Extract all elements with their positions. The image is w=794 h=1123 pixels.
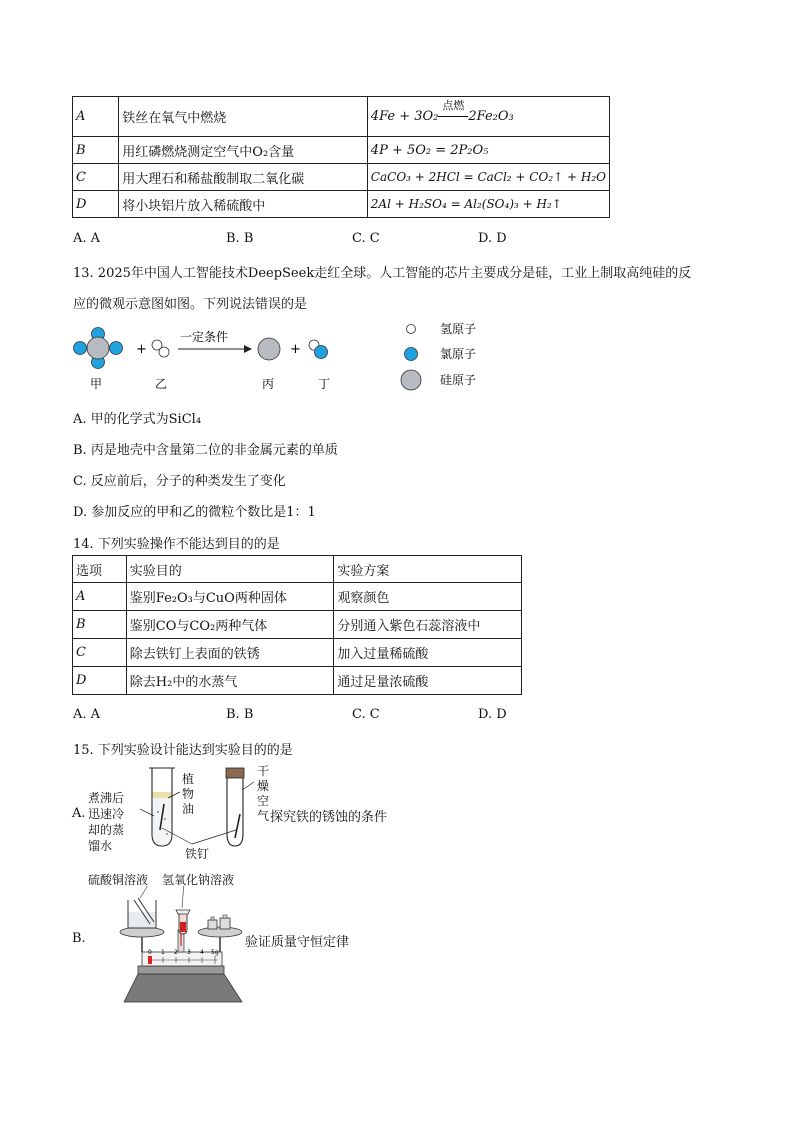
label-sodium-hydroxide: 氢氧化钠溶液 [162,873,235,887]
label-vegetable-oil: 植 物 油 [182,772,195,816]
arrow-label: 一定条件 [180,330,229,344]
plus-sign: + [290,342,301,357]
col-header: 选项 [73,556,127,583]
balance-scale [110,886,250,1004]
svg-text:2: 2 [174,949,178,956]
svg-text:1: 1 [161,949,165,956]
beaker [128,898,156,928]
q13-option-a[interactable]: A. 甲的化学式为SiCl₄ [73,412,202,427]
option-letter: A [76,109,86,124]
molecule-jia [74,328,123,369]
q14-answer-a[interactable]: A. A [73,707,101,722]
q14-stem: 14. 下列实验操作不能达到目的的是 [73,537,280,552]
silicon-legend-icon [401,370,421,390]
legend-hydrogen: 氢原子 [440,322,477,336]
chlorine-legend-icon [405,348,418,361]
q15-b-caption: 验证质量守恒定律 [245,935,350,950]
table-row: A 鉴别Fe₂O₃与CuO两种固体 观察颜色 [73,583,522,611]
q12-desc-c: 用大理石和稀盐酸制取二氧化碳 [119,164,368,191]
q13-stem-line2: 应的微观示意图如图。下列说法错误的是 [73,297,308,312]
q13-stem-line1: 13. 2025年中国人工智能技术DeepSeek走红全球。人工智能的芯片主要成分是硅，工业上制取高纯硅的反 [73,266,692,281]
q12-answer-d[interactable]: D. D [478,231,507,246]
q15-option-a-prefix[interactable]: A. [72,806,86,821]
svg-text:5g: 5g [211,949,219,956]
q14-answer-d[interactable]: D. D [478,707,507,722]
q12-eq-d: 2Al + H₂SO₄ = Al₂(SO₄)₃ + H₂↑ [367,191,609,218]
q13-option-b[interactable]: B. 丙是地壳中含量第二位的非金属元素的单质 [73,443,338,458]
svg-text:0: 0 [148,949,152,956]
q12-answer-b[interactable]: B. B [226,231,254,246]
molecule-bing [258,338,280,360]
q12-answer-a[interactable]: A. A [73,231,101,246]
hydrogen-legend-icon [407,325,416,334]
col-header: 实验目的 [126,556,334,583]
label-dry-air: 干 燥 空 气 [257,764,270,823]
q12-table [72,96,610,218]
label-yi: 乙 [155,377,168,391]
rusting-test-tubes [140,764,265,850]
legend-chlorine: 氯原子 [440,347,477,361]
arrow-head-icon [244,345,252,353]
table-row [73,191,610,218]
svg-text:4: 4 [200,949,204,956]
label-bing: 丙 [262,377,275,391]
q14-answer-b[interactable]: B. B [226,707,254,722]
q12-eq-a: 4Fe + 3O₂ 点燃 2Fe₂O₃ [367,97,609,137]
table-row: C 除去铁钉上表面的铁锈 加入过量稀硫酸 [73,639,522,667]
reaction-diagram [68,322,488,394]
q14-table [72,555,522,695]
table-row [73,164,610,191]
svg-text:3: 3 [187,949,191,956]
label-boiled-water: 煮沸后 迅速冷 却的蒸 馏水 [88,791,125,853]
q15-option-b-prefix[interactable]: B. [72,931,86,946]
option-letter: C [76,169,86,185]
molecule-ding [309,340,328,359]
label-copper-sulfate: 硫酸铜溶液 [88,873,149,887]
q12-answer-c[interactable]: C. C [352,231,380,246]
table-row [73,97,610,137]
q13-option-c[interactable]: C. 反应前后，分子的种类发生了变化 [73,474,286,489]
test-tube-dry-air [226,768,244,846]
table-row: D 除去H₂中的水蒸气 通过足量浓硫酸 [73,667,522,695]
q12-eq-b: 4P + 5O₂ = 2P₂O₅ [367,137,609,164]
col-header: 实验方案 [334,556,522,583]
legend-silicon: 硅原子 [440,373,477,387]
label-iron-nail: 铁钉 [185,847,210,861]
q14-answer-c[interactable]: C. C [352,707,380,722]
table-header-row [73,556,522,583]
q12-eq-c: CaCO₃ + 2HCl = CaCl₂ + CO₂↑ + H₂O [367,164,609,191]
table-row [73,137,610,164]
q13-option-d[interactable]: D. 参加反应的甲和乙的微粒个数比是1：1 [73,505,316,520]
q12-desc-a: 铁丝在氧气中燃烧 [119,97,368,137]
molecule-yi [152,340,169,357]
q12-desc-b: 用红磷燃烧测定空气中O₂含量 [119,137,368,164]
option-letter: D [76,196,87,212]
reaction-condition: 点燃 [442,99,465,112]
q15-stem: 15. 下列实验设计能达到实验目的的是 [73,743,293,758]
plus-sign: + [136,342,147,357]
q12-desc-d: 将小块铝片放入稀硫酸中 [119,191,368,218]
test-tube-water [149,768,175,846]
q15-a-caption: 探究铁的锈蚀的条件 [270,810,388,825]
rider-weight-icon [148,956,152,964]
option-letter: B [76,142,86,158]
label-ding: 丁 [318,377,331,391]
label-jia: 甲 [90,377,103,391]
table-row: B 鉴别CO与CO₂两种气体 分别通入紫色石蕊溶液中 [73,611,522,639]
